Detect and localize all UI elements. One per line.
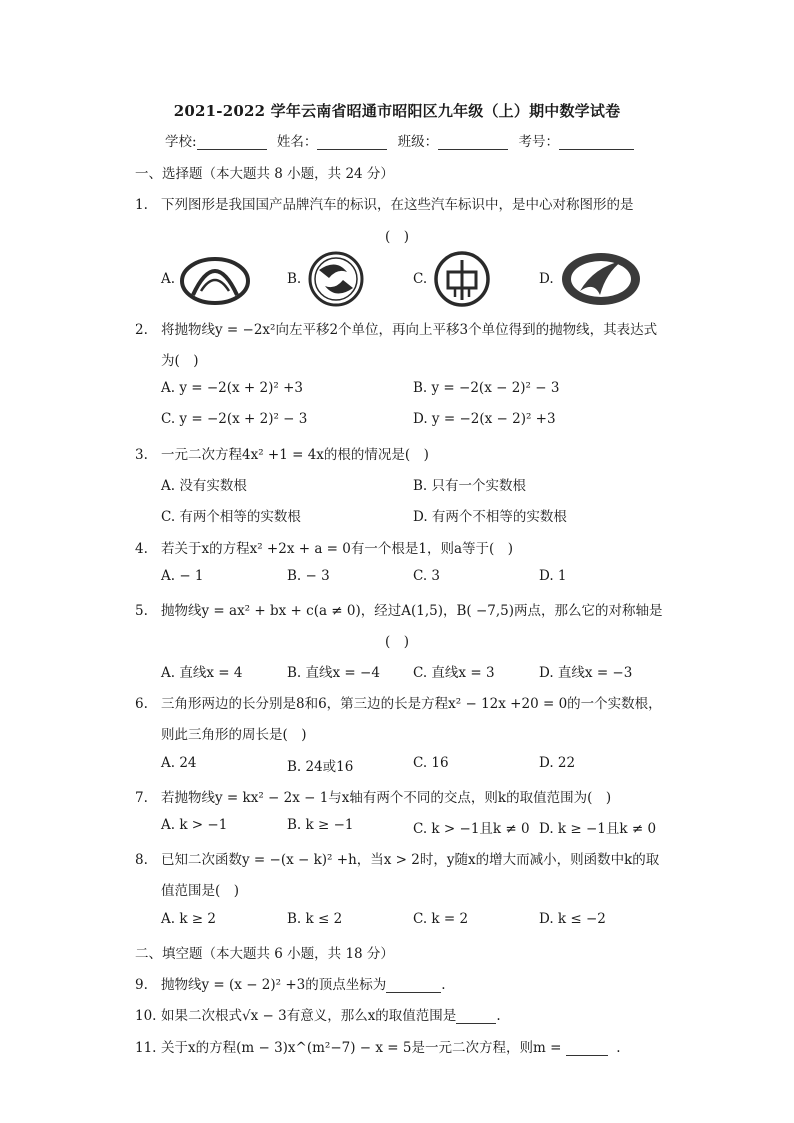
answer-paren: ( ) bbox=[385, 634, 410, 650]
section-fill-heading: 二、填空题（本大题共 6 小题，共 18 分） bbox=[135, 946, 394, 962]
class-blank[interactable] bbox=[438, 135, 508, 150]
school-label: 学校: bbox=[165, 134, 197, 150]
option-b: B. 24或16 bbox=[287, 759, 354, 775]
option-c: C. k > −1且k ≠ 0 bbox=[413, 821, 530, 837]
question-number: 6. bbox=[135, 696, 148, 712]
question-text: 若关于x的方程x² +2x + a = 0有一个根是1，则a等于( ) bbox=[161, 541, 514, 557]
option-d: D. 有两个不相等的实数根 bbox=[413, 509, 567, 525]
answer-blank[interactable] bbox=[456, 1011, 496, 1024]
option-a-label: A. bbox=[161, 271, 176, 287]
option-c: C. 有两个相等的实数根 bbox=[161, 509, 301, 525]
question-3 bbox=[135, 443, 429, 463]
question-number: 1. bbox=[135, 197, 148, 213]
option-b: B. y = −2(x − 2)² − 3 bbox=[413, 380, 560, 396]
number-blank[interactable] bbox=[559, 135, 634, 150]
question-number: 8. bbox=[135, 852, 148, 868]
option-d: D. 直线x = −3 bbox=[539, 665, 633, 681]
question-10 bbox=[135, 1004, 501, 1024]
exam-title: 2021-2022 学年云南省昭通市昭阳区九年级（上）期中数学试卷 bbox=[173, 102, 621, 120]
question-text: 将抛物线y = −2x²向左平移2个单位，再向上平移3个单位得到的抛物线，其表达式 bbox=[161, 322, 658, 338]
question-6 bbox=[135, 692, 662, 712]
question-number: 5. bbox=[135, 603, 148, 619]
question-5 bbox=[135, 599, 663, 619]
question-number: 10. bbox=[135, 1008, 157, 1024]
question-8 bbox=[135, 848, 659, 868]
answer-blank[interactable] bbox=[566, 1043, 608, 1056]
option-a: A. 24 bbox=[161, 755, 197, 771]
name-blank[interactable] bbox=[317, 135, 387, 150]
question-text: 一元二次方程4x² +1 = 4x的根的情况是( ) bbox=[161, 447, 429, 463]
question-text: 抛物线y = (x − 2)² +3的顶点坐标为 bbox=[161, 977, 387, 993]
option-b: B. 直线x = −4 bbox=[287, 665, 380, 681]
question-tail: . bbox=[496, 1008, 501, 1024]
option-d-label: D. bbox=[539, 271, 554, 287]
question-text: 如果二次根式√x − 3有意义，那么x的取值范围是 bbox=[161, 1008, 457, 1024]
option-b: B. 只有一个实数根 bbox=[413, 478, 527, 494]
question-number: 11. bbox=[135, 1040, 157, 1056]
student-info-line bbox=[165, 130, 640, 150]
question-1 bbox=[135, 193, 634, 213]
option-d: D. k ≤ −2 bbox=[539, 911, 606, 927]
logo-b-icon bbox=[307, 250, 365, 308]
question-9 bbox=[135, 973, 446, 993]
option-a: A. − 1 bbox=[161, 568, 204, 584]
question-tail: . bbox=[616, 1040, 621, 1056]
question-2 bbox=[135, 318, 657, 338]
question-text: 三角形两边的长分别是8和6，第三边的长是方程x² − 12x +20 = 0的一个实数根， bbox=[161, 696, 662, 712]
question-11 bbox=[135, 1036, 621, 1056]
question-text-cont: 则此三角形的周长是( ) bbox=[161, 727, 307, 743]
class-label: 班级： bbox=[397, 134, 439, 150]
option-a: A. 没有实数根 bbox=[161, 478, 247, 494]
number-label: 考号： bbox=[518, 134, 559, 150]
question-text-cont: 为( ) bbox=[161, 353, 199, 369]
option-a: A. 直线x = 4 bbox=[161, 665, 243, 681]
option-a: A. k ≥ 2 bbox=[161, 911, 216, 927]
option-b-label: B. bbox=[287, 271, 302, 287]
question-number: 3. bbox=[135, 447, 148, 463]
option-c: C. 16 bbox=[413, 755, 449, 771]
question-4 bbox=[135, 537, 513, 557]
logo-a-icon bbox=[179, 251, 251, 307]
question-number: 9. bbox=[135, 977, 148, 993]
option-d: D. 22 bbox=[539, 755, 576, 771]
question-text: 关于x的方程(m − 3)x^(m²−7) − x = 5是一元二次方程，则m = bbox=[161, 1040, 562, 1056]
option-c: C. 直线x = 3 bbox=[413, 665, 495, 681]
option-d: D. 1 bbox=[539, 568, 567, 584]
logo-d-icon bbox=[560, 251, 642, 307]
question-text: 若抛物线y = kx² − 2x − 1与x轴有两个不同的交点，则k的取值范围为( ) bbox=[161, 790, 612, 806]
answer-paren: ( ) bbox=[385, 229, 410, 245]
question-number: 7. bbox=[135, 790, 148, 806]
question-tail: . bbox=[441, 977, 446, 993]
option-c: C. 3 bbox=[413, 568, 441, 584]
answer-blank[interactable] bbox=[386, 980, 441, 993]
question-text: 抛物线y = ax² + bx + c(a ≠ 0)，经过A(1,5)，B( −7,5)两点，那么它的对称轴是 bbox=[161, 603, 663, 619]
option-c: C. k = 2 bbox=[413, 911, 469, 927]
option-c-label: C. bbox=[413, 271, 428, 287]
option-c: C. y = −2(x + 2)² − 3 bbox=[161, 411, 308, 427]
question-text-cont: 值范围是( ) bbox=[161, 883, 240, 899]
question-text: 已知二次函数y = −(x − k)² +h，当x > 2时，y随x的增大而减小，则函数中k的取 bbox=[161, 852, 660, 868]
question-number: 2. bbox=[135, 322, 148, 338]
name-label: 姓名： bbox=[276, 134, 318, 150]
question-number: 4. bbox=[135, 541, 148, 557]
logo-c-icon bbox=[433, 250, 491, 308]
option-b: B. k ≤ 2 bbox=[287, 911, 343, 927]
option-a: A. k > −1 bbox=[161, 817, 228, 833]
question-7 bbox=[135, 786, 611, 806]
section-choice-heading: 一、选择题（本大题共 8 小题，共 24 分） bbox=[135, 166, 394, 182]
option-a: A. y = −2(x + 2)² +3 bbox=[161, 380, 303, 396]
option-d: D. y = −2(x − 2)² +3 bbox=[413, 411, 556, 427]
option-b: B. − 3 bbox=[287, 568, 330, 584]
question-text: 下列图形是我国国产品牌汽车的标识，在这些汽车标识中，是中心对称图形的是 bbox=[161, 197, 634, 213]
option-b: B. k ≥ −1 bbox=[287, 817, 354, 833]
school-blank[interactable] bbox=[197, 135, 267, 150]
option-d: D. k ≥ −1且k ≠ 0 bbox=[539, 821, 657, 837]
